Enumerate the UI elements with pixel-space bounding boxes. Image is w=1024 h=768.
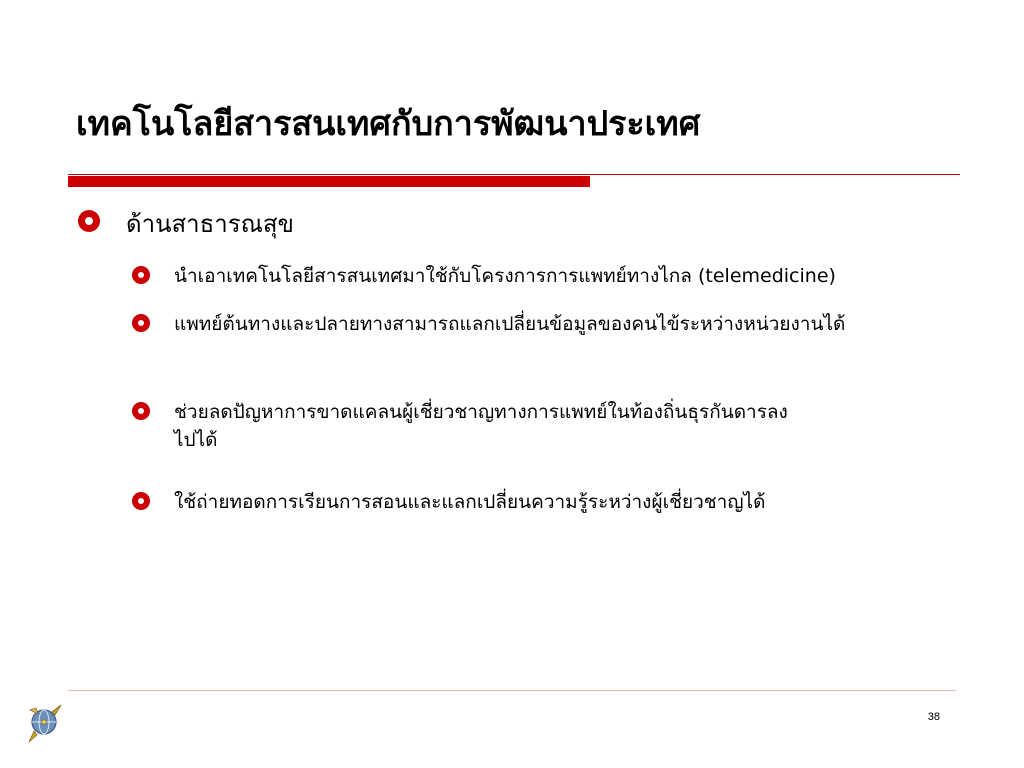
bullet-icon: [132, 492, 150, 510]
footer-rule: [68, 690, 956, 691]
page-number: 38: [927, 711, 940, 723]
sub-bullet-text: ใช้ถ่ายทอดการเรียนการสอนและแลกเปลี่ยนความรู้ระหว่างผู้เชี่ยวชาญได้: [174, 491, 766, 513]
bullet-icon: [132, 266, 150, 284]
title-rule-thick: [68, 176, 590, 187]
bullet-icon: [78, 210, 100, 232]
sub-bullet-text: แพทย์ต้นทางและปลายทางสามารถแลกเปลี่ยนข้อมูลของคนไข้ระหว่างหน่วยงานได้: [174, 313, 846, 335]
globe-compass-clipart-icon: [22, 700, 66, 746]
sub-bullet-text: ช่วยลดปัญหาการขาดแคลนผู้เชี่ยวชาญทางการแพทย์ในท้องถิ่นธุรกันดารลงไปได้: [174, 401, 788, 451]
main-bullet-text: ด้านสาธารณสุข: [126, 210, 294, 238]
sub-bullet-text: นำเอาเทคโนโลยีสารสนเทศมาใช้กับโครงการการแพทย์ทางไกล (telemedicine): [174, 265, 836, 287]
title-rule-thin: [68, 174, 960, 175]
bullet-icon: [132, 314, 150, 332]
slide-title: เทคโนโลยีสารสนเทศกับการพัฒนาประเทศ: [76, 104, 701, 144]
bullet-icon: [132, 402, 150, 420]
